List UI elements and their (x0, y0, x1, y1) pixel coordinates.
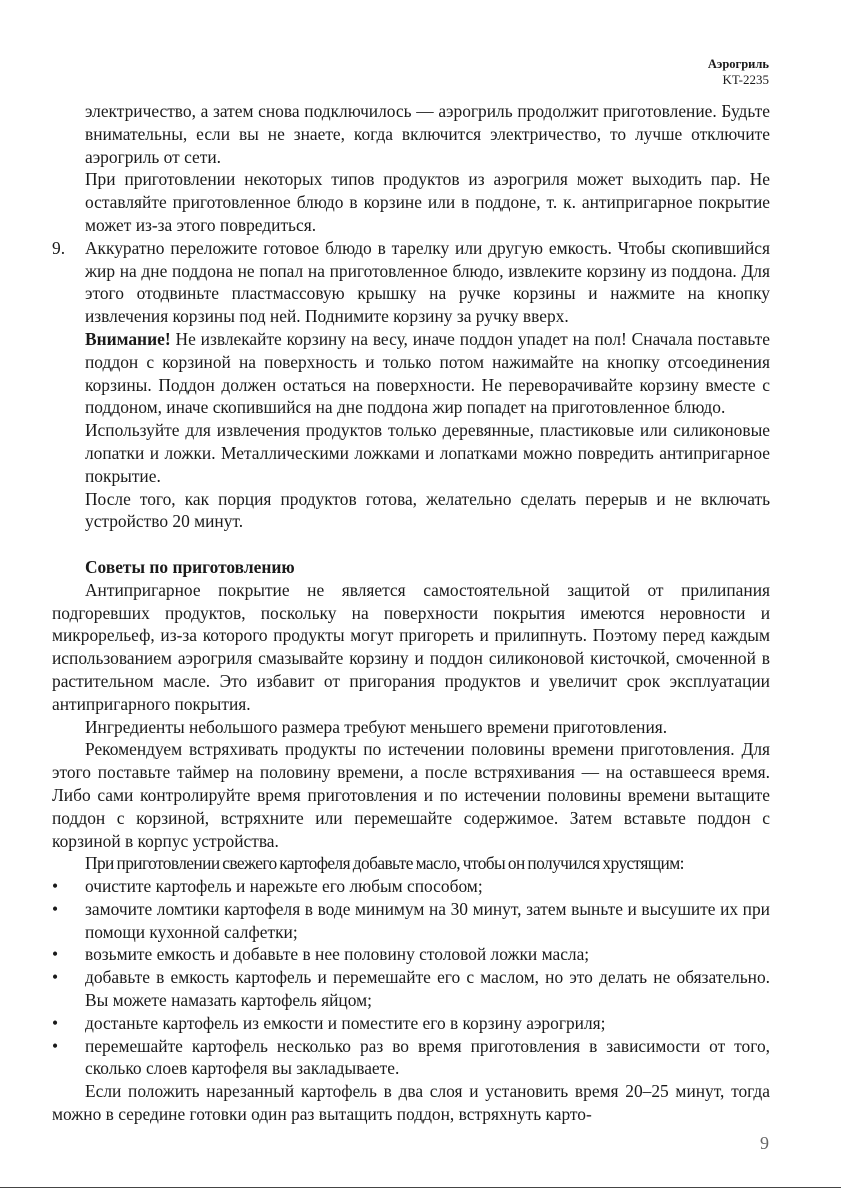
bullet-text: перемешайте картофель несколько раз во время приготовления в зависимости от того, сколько слоев картофеля вы закладываете. (85, 1035, 770, 1079)
bullet-text: замочите ломтики картофеля в воде минимум на 30 минут, затем выньте и высушите их при помощи кухонной салфетки; (85, 898, 770, 942)
page-bottom-rule (0, 1187, 841, 1188)
bullet-item (52, 943, 770, 966)
page-number: 9 (760, 1133, 769, 1153)
bullet-text: достаньте картофель из емкости и поместите его в корзину аэрогриля; (85, 1012, 606, 1033)
bullet-item (52, 1035, 770, 1081)
bullet-text: возьмите емкость и добавьте в нее половину столовой ложки масла; (85, 944, 590, 965)
page-body (52, 100, 770, 1126)
page-header (708, 56, 769, 88)
warning-paragraph (52, 328, 770, 419)
steam-warning-paragraph: При приготовлении некоторых типов продуктов из аэрогриля может выходить пар. Не оставляйте приготовленное блюдо в корзине или в поддоне, т. к. антипригарное покрытие может из-за этого повредиться. (85, 169, 770, 235)
warning-text: Не извлекайте корзину на весу, иначе поддон упадет на пол! Сначала поставьте поддон с корзиной на поверхность и только потом нажимайте на кнопку отсоединения корзины. Поддон должен остаться на поверхности. Не переворачивайте корзину вместе с поддоном, иначе скопившийся на дне поддона жир попадет на приготовленное блюдо. (85, 328, 770, 418)
bullet-marker: • (52, 1012, 59, 1033)
bullet-marker: • (52, 967, 59, 988)
continuation-paragraph: электричество, а затем снова подключилось — аэрогриль продолжит приготовление. Будьте внимательны, если вы не знаете, когда включится электричество, то лучше отключите аэрогриль от сети. (85, 101, 770, 167)
warning-label: Внимание! (85, 328, 171, 349)
section-heading: Советы по приготовлению (85, 556, 295, 577)
bullet-text: очистите картофель и нарежьте его любым способом; (85, 876, 483, 897)
tips-paragraph: Ингредиенты небольшого размера требуют меньшего времени приготовления. (85, 716, 668, 737)
break-paragraph: После того, как порция продуктов готова, желательно сделать перерыв и не включать устройство 20 минут. (85, 488, 770, 532)
bullet-item (52, 1012, 770, 1035)
final-paragraph: Если положить нарезанный картофель в два слоя и установить время 20–25 минут, тогда можно в середине готовки один раз вытащить поддон, встряхнуть карто- (52, 1081, 770, 1125)
bullet-marker: • (52, 898, 59, 919)
potato-intro: При приготовлении свежего картофеля добавьте масло, чтобы он получился хрустящим: (85, 853, 684, 874)
bullet-item (52, 898, 770, 944)
bullet-item (52, 875, 770, 898)
header-brand: Аэрогриль (707, 57, 769, 71)
bullet-item (52, 966, 770, 1012)
bullet-marker: • (52, 944, 59, 965)
tips-paragraph: Рекомендуем встряхивать продукты по истечении половины времени приготовления. Для этого поставьте таймер на половину времени, а после встряхивания — на оставшееся время. Либо сами контролируйте время приготовления и по истечении половины времени вытащите поддон с корзиной, встряхните или перемешайте содержимое. Затем вставьте поддон с корзиной в корпус устройства. (52, 739, 770, 851)
step-number: 9. (52, 237, 66, 258)
step-9 (52, 237, 770, 328)
tips-paragraph: Антипригарное покрытие не является самостоятельной защитой от прилипания подгоревших продуктов, поскольку на поверхности покрытия имеются неровности и микрорельеф, из-за которого продукты могут пригореть и прилипнуть. Поэтому перед каждым использованием аэрогриля смазывайте корзину и поддон силиконовой кисточкой, смоченной в растительном масле. Это избавит от пригорания продуктов и увеличит срок эксплуатации антипригарного покрытия. (52, 579, 770, 714)
header-model: KT-2235 (722, 72, 769, 87)
step-9-text: Аккуратно переложите готовое блюдо в тарелку или другую емкость. Чтобы скопившийся жир на дне поддона не попал на приготовленное блюдо, извлеките корзину из поддона. Для этого отодвиньте пластмассовую крышку на ручке корзины и нажмите на кнопку извлечения корзины под ней. Поднимите корзину за ручку вверх. (85, 237, 770, 327)
tools-paragraph: Используйте для извлечения продуктов только деревянные, пластиковые или силиконовые лопатки и ложки. Металлическими ложками и лопатками можно повредить антипригарное покрытие. (85, 420, 770, 486)
bullet-marker: • (52, 1035, 59, 1056)
bullet-marker: • (52, 876, 59, 897)
bullet-text: добавьте в емкость картофель и перемешайте его с маслом, но это делать не обязательно. Вы можете намазать картофель яйцом; (85, 967, 770, 1011)
